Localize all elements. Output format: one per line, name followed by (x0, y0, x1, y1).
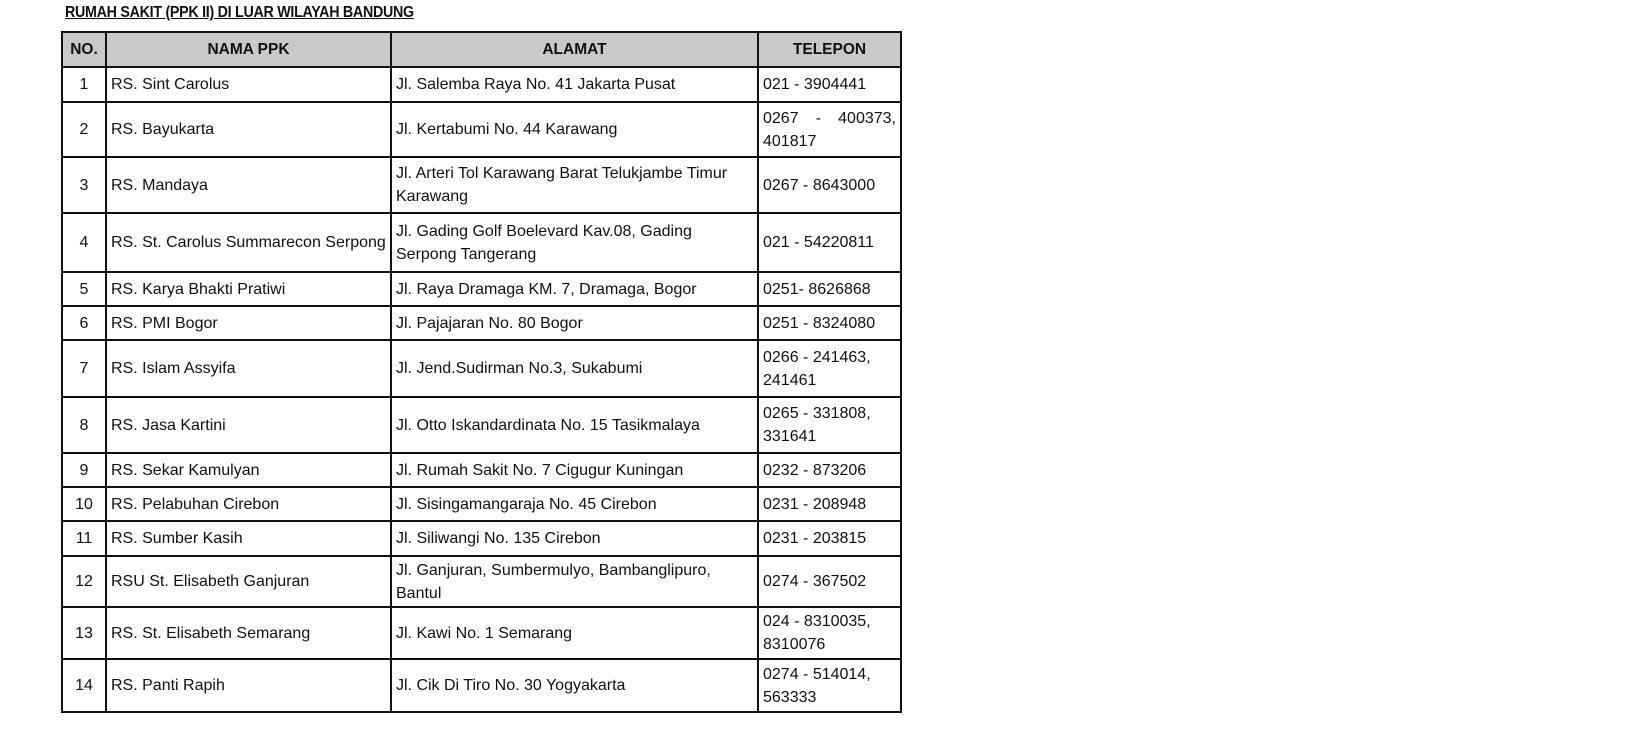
cell-no: 5 (62, 272, 106, 306)
cell-telepon: 0232 - 873206 (758, 453, 901, 487)
table-row (62, 556, 901, 607)
table-row (62, 272, 901, 306)
cell-no: 9 (62, 453, 106, 487)
cell-telepon: 024 - 8310035, 8310076 (758, 607, 901, 659)
table-row (62, 397, 901, 453)
cell-no: 11 (62, 521, 106, 556)
cell-alamat: Jl. Kawi No. 1 Semarang (391, 607, 758, 659)
cell-alamat: Jl. Otto Iskandardinata No. 15 Tasikmalaya (391, 397, 758, 453)
cell-no: 8 (62, 397, 106, 453)
header-no: NO. (62, 32, 106, 67)
header-nama-ppk: NAMA PPK (106, 32, 391, 67)
cell-nama-ppk: RS. Sint Carolus (106, 67, 391, 102)
table-body (62, 67, 901, 712)
cell-telepon: 0274 - 514014, 563333 (758, 659, 901, 712)
cell-nama-ppk: RS. Bayukarta (106, 102, 391, 157)
cell-telepon: 021 - 54220811 (758, 213, 901, 272)
cell-telepon: 021 - 3904441 (758, 67, 901, 102)
table-row (62, 306, 901, 340)
table-row (62, 213, 901, 272)
page-title: RUMAH SAKIT (PPK II) DI LUAR WILAYAH BANDUNG (65, 4, 414, 21)
cell-no: 7 (62, 340, 106, 397)
cell-nama-ppk: RS. Jasa Kartini (106, 397, 391, 453)
cell-alamat: Jl. Arteri Tol Karawang Barat Telukjambe Timur Karawang (391, 157, 758, 213)
cell-nama-ppk: RS. Sumber Kasih (106, 521, 391, 556)
cell-telepon: 0265 - 331808, 331641 (758, 397, 901, 453)
hospital-table (61, 31, 902, 713)
cell-alamat: Jl. Pajajaran No. 80 Bogor (391, 306, 758, 340)
cell-no: 13 (62, 607, 106, 659)
cell-nama-ppk: RS. Islam Assyifa (106, 340, 391, 397)
cell-nama-ppk: RS. St. Elisabeth Semarang (106, 607, 391, 659)
cell-alamat: Jl. Raya Dramaga KM. 7, Dramaga, Bogor (391, 272, 758, 306)
cell-nama-ppk: RS. PMI Bogor (106, 306, 391, 340)
cell-telepon: 0267 - 8643000 (758, 157, 901, 213)
cell-no: 3 (62, 157, 106, 213)
cell-nama-ppk: RS. Sekar Kamulyan (106, 453, 391, 487)
table-row (62, 340, 901, 397)
table-row (62, 67, 901, 102)
cell-alamat: Jl. Sisingamangaraja No. 45 Cirebon (391, 487, 758, 521)
cell-alamat: Jl. Rumah Sakit No. 7 Cigugur Kuningan (391, 453, 758, 487)
header-telepon: TELEPON (758, 32, 901, 67)
table-row (62, 453, 901, 487)
cell-no: 14 (62, 659, 106, 712)
cell-no: 12 (62, 556, 106, 607)
cell-alamat: Jl. Ganjuran, Sumbermulyo, Bambanglipuro, Bantul (391, 556, 758, 607)
cell-no: 4 (62, 213, 106, 272)
cell-no: 10 (62, 487, 106, 521)
cell-alamat: Jl. Jend.Sudirman No.3, Sukabumi (391, 340, 758, 397)
cell-alamat: Jl. Salemba Raya No. 41 Jakarta Pusat (391, 67, 758, 102)
cell-nama-ppk: RS. Pelabuhan Cirebon (106, 487, 391, 521)
cell-nama-ppk: RSU St. Elisabeth Ganjuran (106, 556, 391, 607)
cell-nama-ppk: RS. Mandaya (106, 157, 391, 213)
cell-telepon: 0274 - 367502 (758, 556, 901, 607)
cell-alamat: Jl. Cik Di Tiro No. 30 Yogyakarta (391, 659, 758, 712)
table-header-row (62, 32, 901, 67)
cell-alamat: Jl. Gading Golf Boelevard Kav.08, Gading Serpong Tangerang (391, 213, 758, 272)
cell-no: 2 (62, 102, 106, 157)
cell-no: 1 (62, 67, 106, 102)
table-row (62, 157, 901, 213)
cell-nama-ppk: RS. Panti Rapih (106, 659, 391, 712)
table-row (62, 487, 901, 521)
cell-telepon: 0251- 8626868 (758, 272, 901, 306)
cell-telepon: 0231 - 203815 (758, 521, 901, 556)
table-row (62, 521, 901, 556)
cell-telepon: 0266 - 241463, 241461 (758, 340, 901, 397)
cell-telepon: 0267 - 400373, 401817 (758, 102, 901, 157)
table-row (62, 607, 901, 659)
cell-nama-ppk: RS. St. Carolus Summarecon Serpong (106, 213, 391, 272)
cell-alamat: Jl. Siliwangi No. 135 Cirebon (391, 521, 758, 556)
cell-telepon: 0251 - 8324080 (758, 306, 901, 340)
cell-telepon: 0231 - 208948 (758, 487, 901, 521)
table-row (62, 102, 901, 157)
header-alamat: ALAMAT (391, 32, 758, 67)
table-row (62, 659, 901, 712)
cell-alamat: Jl. Kertabumi No. 44 Karawang (391, 102, 758, 157)
cell-nama-ppk: RS. Karya Bhakti Pratiwi (106, 272, 391, 306)
cell-no: 6 (62, 306, 106, 340)
